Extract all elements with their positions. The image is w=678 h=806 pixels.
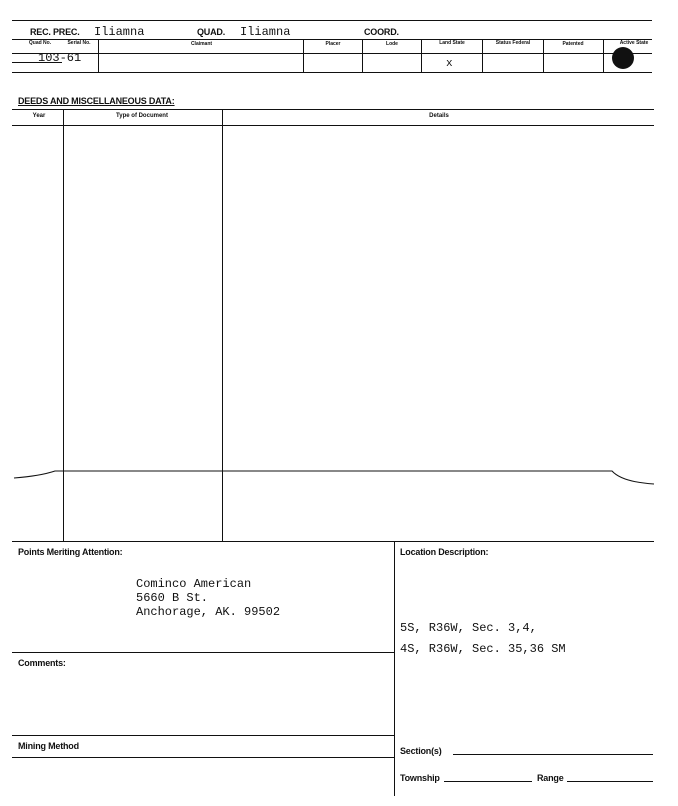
quad-label: QUAD. xyxy=(197,27,225,37)
col-land-state: Land State xyxy=(439,40,465,46)
points-label: Points Meriting Attention: xyxy=(18,547,123,557)
claim-col-rule xyxy=(543,39,544,72)
deeds-top-rule xyxy=(12,109,654,110)
sections-label: Section(s) xyxy=(400,746,442,756)
col-quad-no: Quad No. xyxy=(28,40,52,46)
claim-col-rule xyxy=(421,39,422,72)
header-top-rule xyxy=(12,20,652,21)
col-type-of-document: Type of Document xyxy=(116,113,168,119)
range-blank xyxy=(567,781,653,782)
comments-rule xyxy=(12,652,394,653)
claim-bottom-rule xyxy=(12,72,652,73)
quad-serial-value: 103-61 xyxy=(38,51,82,65)
claim-col-rule xyxy=(98,39,99,72)
township-blank xyxy=(444,781,532,782)
address-line-1: Cominco American xyxy=(136,577,252,591)
sections-blank xyxy=(453,754,653,755)
address-line-2: 5660 B St. xyxy=(136,591,209,605)
coord-label: COORD. xyxy=(364,27,399,37)
location-label: Location Description: xyxy=(400,547,489,557)
location-line-2: 4S, R36W, Sec. 35,36 SM xyxy=(400,642,566,656)
claim-col-rule xyxy=(303,39,304,72)
fold-line xyxy=(0,462,678,492)
claim-header-rule xyxy=(12,53,652,54)
mining-method-rule xyxy=(12,735,394,736)
rec-prec-label: REC. PREC. xyxy=(30,27,80,37)
township-label: Township xyxy=(400,773,440,783)
col-patented: Patented xyxy=(562,41,584,47)
col-claimant: Claimant xyxy=(190,41,213,47)
mining-method-underline xyxy=(12,757,394,758)
address-line-3: Anchorage, AK. 99502 xyxy=(136,605,281,619)
range-label: Range xyxy=(537,773,564,783)
claim-col-rule xyxy=(603,39,604,72)
mining-method-label: Mining Method xyxy=(18,741,79,751)
col-active-state: Active State xyxy=(619,40,649,46)
deeds-header-rule xyxy=(12,125,654,126)
header-bottom-rule xyxy=(12,39,652,40)
rec-prec-value: Iliamna xyxy=(94,25,145,39)
col-lode: Lode xyxy=(386,41,398,47)
punch-hole-icon xyxy=(612,47,634,69)
deeds-title: DEEDS AND MISCELLANEOUS DATA: xyxy=(18,96,175,106)
col-serial-no: Serial No. xyxy=(67,40,91,46)
quad-value: Iliamna xyxy=(240,25,291,39)
lower-center-rule xyxy=(394,541,395,796)
col-placer: Placer xyxy=(325,41,341,47)
claim-col-rule xyxy=(482,39,483,72)
col-details: Details xyxy=(429,113,449,119)
land-state-mark: x xyxy=(446,58,453,70)
comments-label: Comments: xyxy=(18,658,66,668)
deeds-bottom-rule xyxy=(12,541,654,542)
col-year: Year xyxy=(32,113,46,119)
col-status-federal: Status Federal xyxy=(495,40,531,46)
claim-col-rule xyxy=(362,39,363,72)
location-line-1: 5S, R36W, Sec. 3,4, xyxy=(400,621,537,635)
